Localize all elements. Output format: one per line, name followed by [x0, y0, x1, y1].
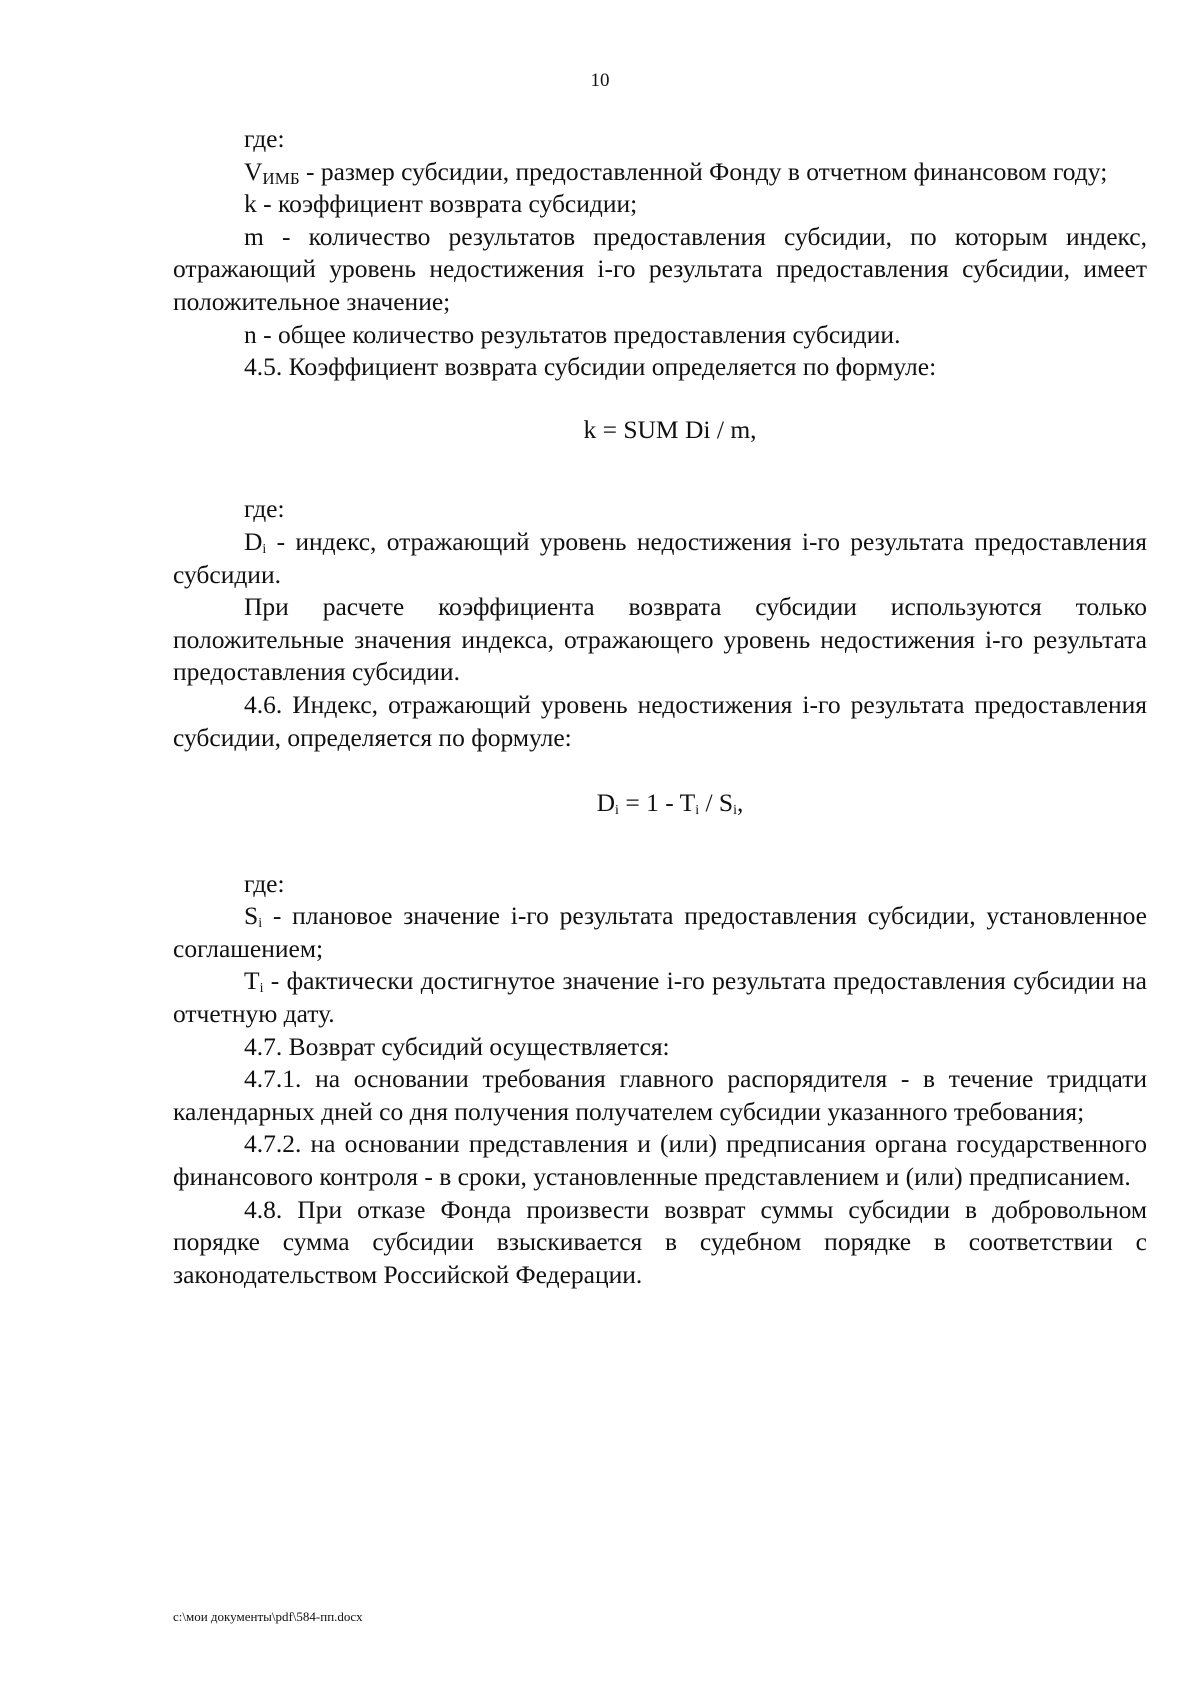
paragraph-k-definition: k - коэффициент возврата субсидии;	[244, 189, 638, 219]
symbol-s-subscript: i	[258, 916, 263, 932]
paragraph-4-5: 4.5. Коэффициент возврата субсидии определяется по формуле:	[244, 352, 937, 382]
formula-d-mid: = 1 - T	[618, 788, 696, 818]
page-number: 10	[590, 70, 610, 91]
definition-text: - плановое значение i-го результата предоставления субсидии, установленное соглашением;	[173, 901, 1147, 963]
formula-s-subscript: i	[733, 803, 737, 819]
definition-text: - индекс, отражающий уровень недостижения i-го результата предоставления субсидии.	[173, 526, 1147, 589]
formula-k: k = SUM Di / m,	[583, 414, 757, 444]
paragraph-where-3: где:	[244, 868, 285, 898]
paragraph-m-definition: m - количество результатов предоставления субсидии, по которым индекс, отражающий уровень недостижения i-го результата предоставления субсидии, имеет положительное значение;	[173, 221, 1147, 316]
symbol-t-subscript: i	[259, 981, 264, 997]
paragraph-4-8: 4.8. При отказе Фонда произвести возврат суммы субсидии в добровольном порядке сумма субсидии взыскивается в судебном порядке в соответствии с законодательством Российской Федерации.	[173, 1194, 1147, 1289]
paragraph-4-7-1: 4.7.1. на основании требования главного распорядителя - в течение тридцати календарных дней со дня получения получателем субсидии указанного требования;	[173, 1064, 1147, 1126]
symbol-t: T	[244, 966, 260, 996]
definition-text: - фактически достигнутое значение i-го результата предоставления субсидии на отчетную дату.	[173, 966, 1147, 1029]
symbol-v: V	[244, 156, 263, 186]
paragraph-4-7: 4.7. Возврат субсидий осуществляется:	[244, 1031, 670, 1061]
definition-text: - размер субсидии, предоставленной Фонду в отчетном финансовом году;	[299, 156, 1108, 186]
symbol-v-subscript: ИМБ	[262, 168, 300, 188]
formula-t-subscript: i	[695, 803, 700, 819]
symbol-d-subscript: i	[262, 541, 267, 557]
footer-file-path: c:\мои документы\pdf\584-пп.docx	[173, 1609, 363, 1624]
paragraph-t-definition	[173, 965, 1147, 1030]
paragraph-4-6: 4.6. Индекс, отражающий уровень недостижения i-го результата предоставления субсидии, определяется по формуле:	[173, 689, 1147, 752]
paragraph-d-definition	[173, 526, 1147, 591]
formula-d-subscript: i	[615, 803, 619, 819]
symbol-s: S	[244, 901, 259, 931]
formula-d-symbol: D	[596, 788, 616, 818]
formula-d	[173, 787, 1147, 820]
paragraph-n-definition: n - общее количество результатов предоставления субсидии.	[244, 319, 901, 349]
paragraph-4-7-2: 4.7.2. на основании представления и (или) предписания органа государственного финансового контроля - в сроки, установленные представлением и (или) предписанием.	[173, 1129, 1147, 1192]
paragraph-positive-values: При расчете коэффициента возврата субсидии используются только положительные значения индекса, отражающего уровень недостижения i-го результата предоставления субсидии.	[173, 592, 1147, 687]
symbol-d: D	[244, 526, 263, 556]
document-body	[173, 123, 1147, 1291]
paragraph-v-imb-definition	[173, 156, 1147, 189]
paragraph-where-1: где:	[244, 124, 285, 153]
formula-d-slash: / S	[699, 788, 734, 818]
paragraph-where-2: где:	[244, 494, 285, 524]
paragraph-s-definition	[173, 900, 1147, 965]
formula-d-end: ,	[737, 788, 744, 818]
